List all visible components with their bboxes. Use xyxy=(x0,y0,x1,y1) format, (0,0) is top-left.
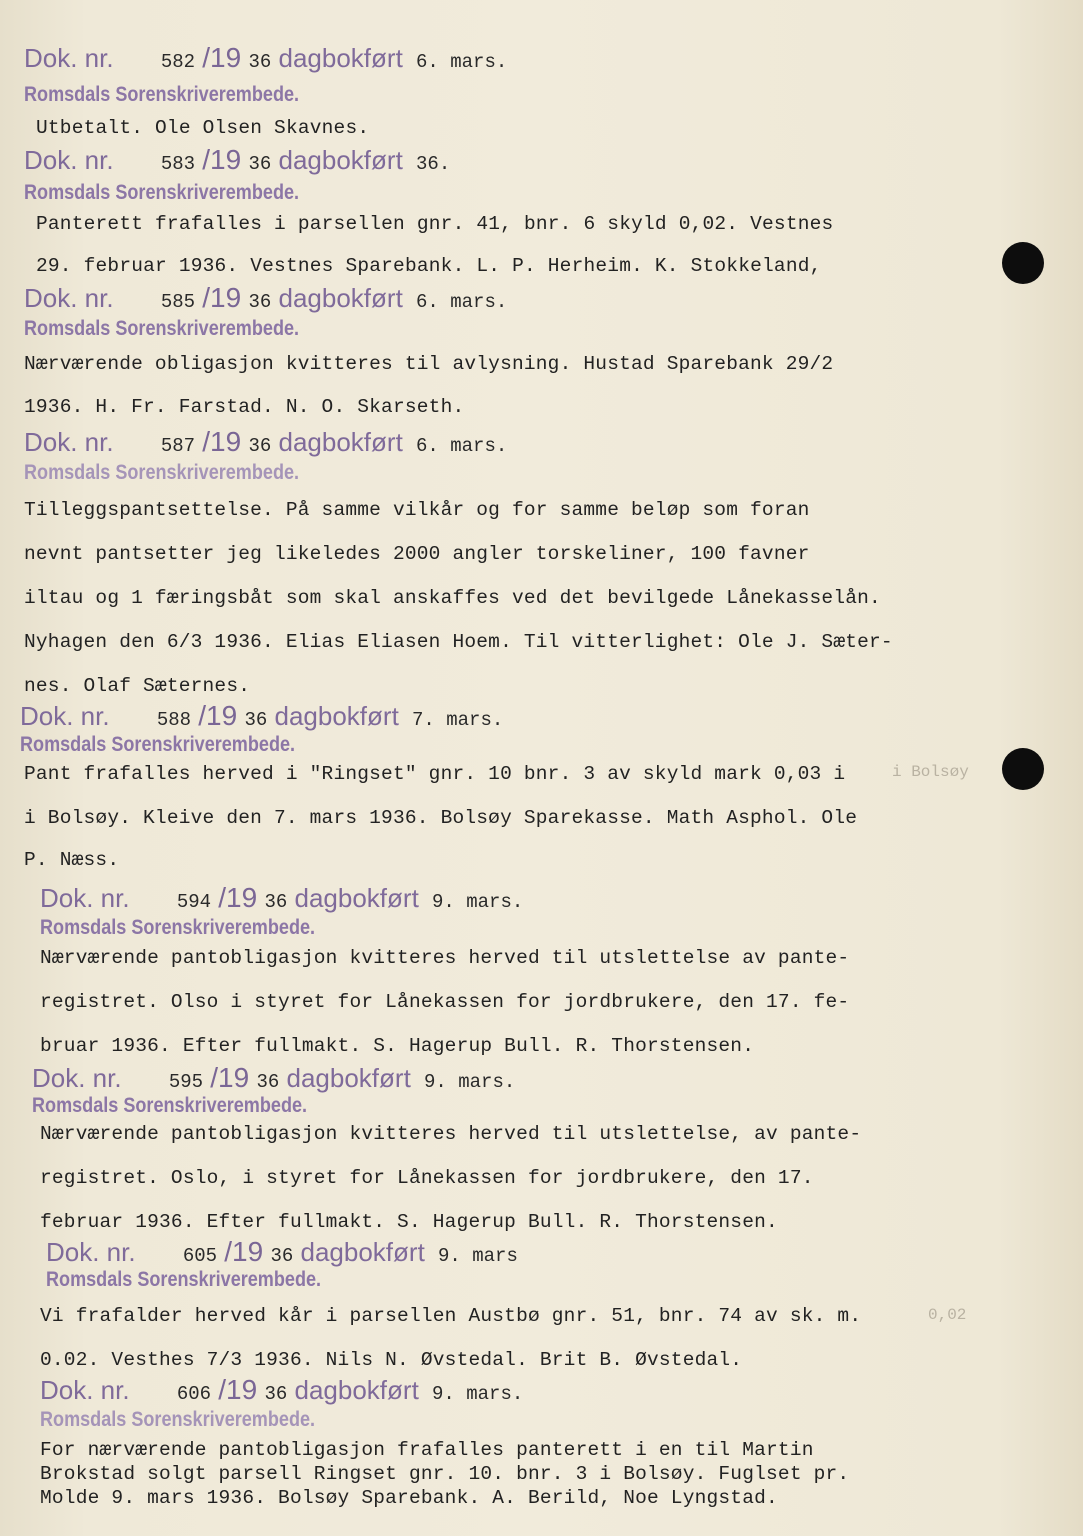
year-prefix: /19 xyxy=(198,700,238,731)
dok-stamp xyxy=(24,428,507,460)
dok-number: 582 xyxy=(160,51,196,73)
year: 36 xyxy=(244,709,268,731)
text-line: For nærværende pantobligasjon frafalles panterett i en til Martin xyxy=(40,1439,814,1461)
year: 36 xyxy=(264,891,288,913)
office-stamp: Romsdals Sorenskriverembede. xyxy=(32,1094,308,1117)
year-prefix: /19 xyxy=(202,426,242,457)
office-stamp: Romsdals Sorenskriverembede. xyxy=(46,1268,322,1291)
stamp-date: 6. mars. xyxy=(416,291,508,313)
year-prefix: /19 xyxy=(210,1062,250,1093)
dok-label: Dok. nr. xyxy=(46,1237,136,1267)
margin-note: 0,02 xyxy=(928,1306,967,1324)
dok-label: Dok. nr. xyxy=(32,1063,122,1093)
year-prefix: /19 xyxy=(218,882,258,913)
dok-label: Dok. nr. xyxy=(24,283,114,313)
dagbok-label: dagbokført xyxy=(278,283,403,313)
text-line: Vi frafalder herved kår i parsellen Austbø gnr. 51, bnr. 74 av sk. m. xyxy=(40,1305,862,1327)
text-line: Nyhagen den 6/3 1936. Elias Eliasen Hoem. Til vitterlighet: Ole J. Sæter- xyxy=(24,631,893,653)
office-stamp: Romsdals Sorenskriverembede. xyxy=(24,317,300,340)
dagbok-label: dagbokført xyxy=(278,145,403,175)
dok-number: 595 xyxy=(168,1071,204,1093)
text-line: registret. Olso i styret for Lånekassen for jordbrukere, den 17. fe- xyxy=(40,991,850,1013)
dok-number: 606 xyxy=(176,1383,212,1405)
text-line: P. Næss. xyxy=(24,849,120,871)
dok-stamp xyxy=(24,44,507,76)
stamp-date: 36. xyxy=(416,153,451,175)
year-prefix: /19 xyxy=(202,42,242,73)
stamp-date: 9. mars. xyxy=(424,1071,516,1093)
text-line: i Bolsøy. Kleive den 7. mars 1936. Bolsøy Sparekasse. Math Asphol. Ole xyxy=(24,807,858,829)
year-prefix: /19 xyxy=(202,282,242,313)
stamp-date: 6. mars. xyxy=(416,435,508,457)
dok-label: Dok. nr. xyxy=(40,1375,130,1405)
year-prefix: /19 xyxy=(202,144,242,175)
year: 36 xyxy=(248,291,272,313)
year: 36 xyxy=(248,153,272,175)
dagbok-label: dagbokført xyxy=(294,883,419,913)
dok-label: Dok. nr. xyxy=(24,145,114,175)
text-line: registret. Oslo, i styret for Lånekassen for jordbrukere, den 17. xyxy=(40,1167,814,1189)
stamp-date: 9. mars xyxy=(438,1245,518,1267)
dok-number: 588 xyxy=(156,709,192,731)
text-line: Utbetalt. Ole Olsen Skavnes. xyxy=(36,117,370,139)
dok-stamp xyxy=(24,284,507,316)
dok-stamp xyxy=(24,146,450,178)
text-line: 29. februar 1936. Vestnes Sparebank. L. P. Herheim. K. Stokkeland, xyxy=(36,255,822,277)
office-stamp: Romsdals Sorenskriverembede. xyxy=(40,916,316,939)
dok-stamp xyxy=(32,1064,515,1096)
dagbok-label: dagbokført xyxy=(274,701,399,731)
text-line: Nærværende pantobligasjon kvitteres herved til utslettelse av pante- xyxy=(40,947,850,969)
text-line: Nærværende pantobligasjon kvitteres herved til utslettelse, av pante- xyxy=(40,1123,862,1145)
year: 36 xyxy=(248,435,272,457)
dok-stamp xyxy=(40,1376,523,1408)
year: 36 xyxy=(270,1245,294,1267)
dok-number: 585 xyxy=(160,291,196,313)
text-line: bruar 1936. Efter fullmakt. S. Hagerup Bull. R. Thorstensen. xyxy=(40,1035,755,1057)
stamp-date: 6. mars. xyxy=(416,51,508,73)
punch-hole xyxy=(1002,748,1044,790)
dok-label: Dok. nr. xyxy=(20,701,110,731)
office-stamp: Romsdals Sorenskriverembede. xyxy=(40,1408,316,1431)
year-prefix: /19 xyxy=(224,1236,264,1267)
year: 36 xyxy=(256,1071,280,1093)
office-stamp: Romsdals Sorenskriverembede. xyxy=(24,83,300,106)
dok-number: 583 xyxy=(160,153,196,175)
text-line: 1936. H. Fr. Farstad. N. O. Skarseth. xyxy=(24,396,465,418)
punch-hole xyxy=(1002,242,1044,284)
dok-number: 587 xyxy=(160,435,196,457)
year-prefix: /19 xyxy=(218,1374,258,1405)
dok-stamp xyxy=(20,702,503,734)
dagbok-label: dagbokført xyxy=(294,1375,419,1405)
dok-label: Dok. nr. xyxy=(40,883,130,913)
office-stamp: Romsdals Sorenskriverembede. xyxy=(24,181,300,204)
stamp-date: 7. mars. xyxy=(412,709,504,731)
year: 36 xyxy=(264,1383,288,1405)
dok-stamp xyxy=(40,884,523,916)
text-line: nevnt pantsetter jeg likeledes 2000 angler torskeliner, 100 favner xyxy=(24,543,810,565)
dok-stamp xyxy=(46,1238,518,1270)
dagbok-label: dagbokført xyxy=(300,1237,425,1267)
text-line: 0.02. Vesthes 7/3 1936. Nils N. Øvstedal. Brit B. Øvstedal. xyxy=(40,1349,743,1371)
text-line: nes. Olaf Sæternes. xyxy=(24,675,251,697)
dagbok-label: dagbokført xyxy=(278,427,403,457)
stamp-date: 9. mars. xyxy=(432,1383,524,1405)
stamp-date: 9. mars. xyxy=(432,891,524,913)
office-stamp: Romsdals Sorenskriverembede. xyxy=(20,733,296,756)
text-line: Tilleggspantsettelse. På samme vilkår og for samme beløp som foran xyxy=(24,499,810,521)
dok-label: Dok. nr. xyxy=(24,43,114,73)
dok-number: 605 xyxy=(182,1245,218,1267)
text-line: iltau og 1 færingsbåt som skal anskaffes ved det bevilgede Lånekasselån. xyxy=(24,587,881,609)
text-line: Molde 9. mars 1936. Bolsøy Sparebank. A. Berild, Noe Lyngstad. xyxy=(40,1487,778,1509)
text-line: Panterett frafalles i parsellen gnr. 41, bnr. 6 skyld 0,02. Vestnes xyxy=(36,213,834,235)
text-line: februar 1936. Efter fullmakt. S. Hagerup Bull. R. Thorstensen. xyxy=(40,1211,778,1233)
text-line: Pant frafalles herved i "Ringset" gnr. 10 bnr. 3 av skyld mark 0,03 i xyxy=(24,763,846,785)
dok-label: Dok. nr. xyxy=(24,427,114,457)
text-line: Nærværende obligasjon kvitteres til avlysning. Hustad Sparebank 29/2 xyxy=(24,353,834,375)
office-stamp: Romsdals Sorenskriverembede. xyxy=(24,461,300,484)
text-line: Brokstad solgt parsell Ringset gnr. 10. bnr. 3 i Bolsøy. Fuglset pr. xyxy=(40,1463,850,1485)
dok-number: 594 xyxy=(176,891,212,913)
margin-note: i Bolsøy xyxy=(892,763,969,781)
dagbok-label: dagbokført xyxy=(286,1063,411,1093)
dagbok-label: dagbokført xyxy=(278,43,403,73)
year: 36 xyxy=(248,51,272,73)
